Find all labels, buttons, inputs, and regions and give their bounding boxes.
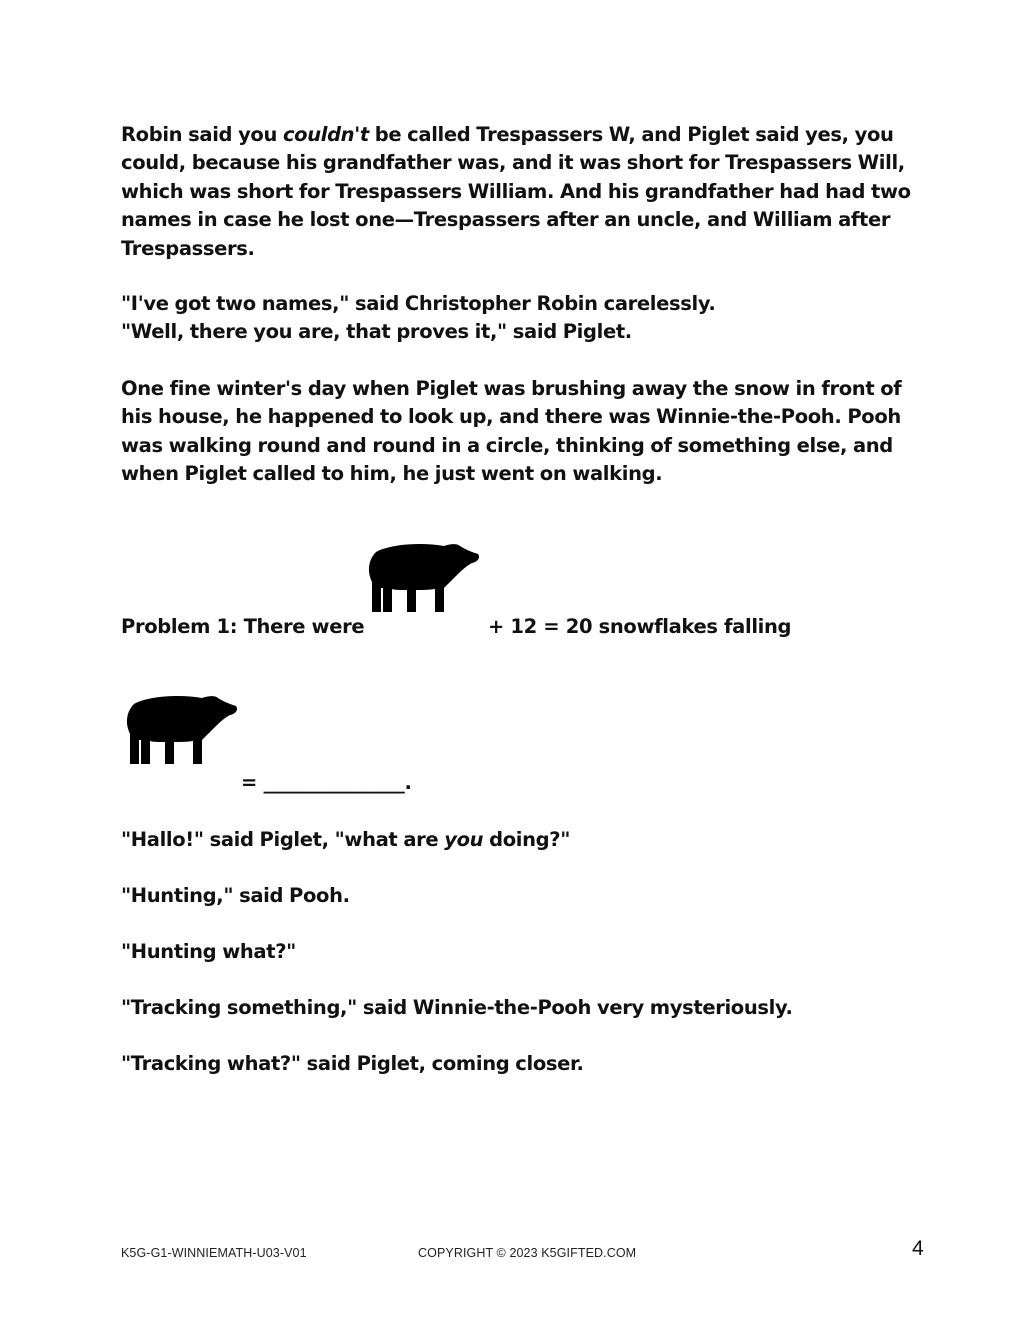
dialogue-line-3 [121, 938, 911, 966]
story-line: names in case he lost one—Trespassers after an uncle, and William after [121, 208, 891, 232]
story-line: could, because his grandfather was, and it was short for Trespassers Will, [121, 151, 905, 175]
problem-label: Problem 1: [121, 615, 238, 638]
story-line: his house, he happened to look up, and there was Winnie-the-Pooh. Pooh [121, 405, 901, 429]
footer-copyright: COPYRIGHT © 2023 K5GIFTED.COM [418, 1246, 637, 1260]
story-line: "Tracking something," said Winnie-the-Pooh very mysteriously. [121, 996, 793, 1019]
dialogue-line-2 [121, 882, 911, 910]
story-line: "Hunting," said Pooh. [121, 884, 350, 907]
story-text: "Hallo!" said Piglet, "what are [121, 828, 445, 851]
equation-text: + 12 = 20 snowflakes falling [488, 615, 792, 638]
bear-silhouette-icon [122, 694, 242, 766]
dialogue-line-4 [121, 994, 911, 1022]
answer-line [241, 771, 412, 794]
story-line: "Well, there you are, that proves it," said Piglet. [121, 320, 632, 344]
story-line: which was short for Trespassers William. And his grandfather had had two [121, 179, 911, 203]
story-text: Robin said you [121, 123, 283, 146]
answer-blank[interactable]: _______________ [263, 771, 405, 794]
equals-sign: = [241, 771, 264, 794]
story-text: doing?" [483, 828, 571, 851]
story-line: "I've got two names," said Christopher Robin carelessly. [121, 292, 716, 315]
answer-period: . [404, 771, 412, 794]
emphasis-text: couldn't [282, 123, 369, 146]
story-paragraph-2 [121, 290, 911, 347]
story-line [121, 121, 911, 149]
story-line: Trespassers. [121, 236, 255, 260]
story-line: "Tracking what?" said Piglet, coming closer. [121, 1052, 584, 1075]
emphasis-text: you [444, 828, 484, 851]
story-line: One fine winter's day when Piglet was brushing away the snow in front of [121, 377, 902, 400]
problem-equation [488, 615, 791, 638]
dialogue-line-5 [121, 1050, 911, 1078]
footer-code: K5G-G1-WINNIEMATH-U03-V01 [121, 1246, 307, 1260]
bear-silhouette-icon [364, 542, 484, 614]
story-paragraph-3 [121, 375, 911, 489]
story-line: was walking round and round in a circle, thinking of something else, and [121, 433, 893, 457]
story-text: be called Trespassers W, and Piglet said yes, you [368, 123, 894, 146]
problem-statement [121, 615, 364, 638]
dialogue-line-1 [121, 826, 911, 854]
story-line [121, 826, 911, 854]
problem-text: There were [237, 615, 365, 638]
story-line: when Piglet called to him, he just went on walking. [121, 462, 663, 486]
story-line: "Hunting what?" [121, 940, 296, 963]
story-paragraph-1 [121, 121, 911, 263]
page-number: 4 [912, 1237, 924, 1260]
